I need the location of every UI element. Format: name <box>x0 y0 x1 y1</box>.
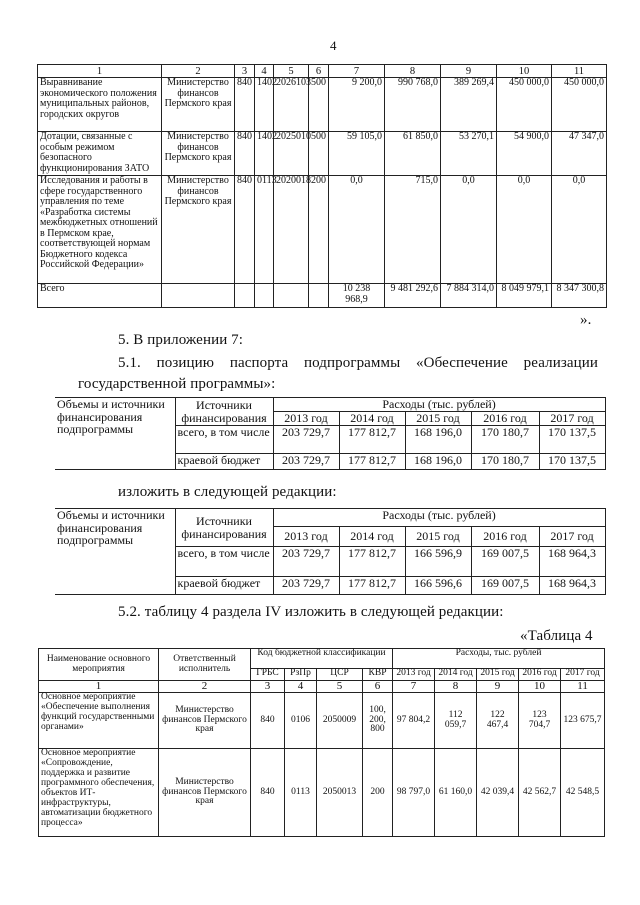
row-2016: 54 900,0 <box>497 132 552 176</box>
year-header: 2014 год <box>339 412 405 426</box>
total-2017: 8 347 300,8 <box>552 284 607 308</box>
row-2015: 53 270,1 <box>441 132 497 176</box>
col-num: 2 <box>162 65 235 78</box>
header-code: Код бюджетной классификации <box>251 649 393 669</box>
total-2016: 8 049 979,1 <box>497 284 552 308</box>
passport-label: Объемы и источники финансирования подпрограммы <box>55 398 175 470</box>
passport-label: Объемы и источники финансирования подпрограммы <box>55 509 175 595</box>
cell: 169 007,5 <box>471 547 539 577</box>
cell: 170 137,5 <box>539 426 605 454</box>
row-2015: 389 269,4 <box>441 78 497 132</box>
row-2017: 42 548,5 <box>561 749 605 837</box>
row-grbs: 840 <box>251 749 285 837</box>
year-header: 2014 год <box>435 669 477 681</box>
year-header: 2013 год <box>273 412 339 426</box>
row-2016: 123 704,7 <box>519 693 561 749</box>
table-4 <box>38 648 605 837</box>
table-row <box>39 693 605 749</box>
total-label: Всего <box>38 284 162 308</box>
year-header: 2016 год <box>519 669 561 681</box>
row-grbs: 840 <box>235 176 255 284</box>
code-header: РзПр <box>285 669 317 681</box>
row-2014: 61 160,0 <box>435 749 477 837</box>
table-row <box>39 749 605 837</box>
row-2015: 42 039,4 <box>477 749 519 837</box>
cell: 203 729,7 <box>273 454 339 470</box>
row-2016: 450 000,0 <box>497 78 552 132</box>
row-2013: 9 200,0 <box>329 78 385 132</box>
row-name: Основное мероприятие «Сопровождение, поддержка и развитие программного обеспечения, объектов ИТ-инфраструктуры, автоматизации бюджетного процесса» <box>39 749 159 837</box>
col-num: 5 <box>317 681 363 693</box>
row-kvr: 500 <box>309 132 329 176</box>
cell: 177 812,7 <box>339 454 405 470</box>
code-header: КВР <box>363 669 393 681</box>
col-num: 9 <box>477 681 519 693</box>
cell: 166 596,6 <box>405 577 471 595</box>
col-num: 10 <box>497 65 552 78</box>
year-header: 2015 год <box>405 412 471 426</box>
row-label: всего, в том числе <box>175 547 273 577</box>
passport-table-old <box>55 397 606 470</box>
row-kvr: 200 <box>363 749 393 837</box>
row-2016: 42 562,7 <box>519 749 561 837</box>
year-header: 2014 год <box>339 527 405 547</box>
total-2014: 9 481 292,6 <box>385 284 441 308</box>
row-2017: 450 000,0 <box>552 78 607 132</box>
col-num: 2 <box>159 681 251 693</box>
row-2013: 0,0 <box>329 176 385 284</box>
year-header: 2016 год <box>471 527 539 547</box>
row-2013: 97 804,2 <box>393 693 435 749</box>
expenses-header: Расходы (тыс. рублей) <box>273 398 605 412</box>
row-rzpr: 0113 <box>285 749 317 837</box>
row-2013: 98 797,0 <box>393 749 435 837</box>
cell: 170 180,7 <box>471 454 539 470</box>
row-csr: 2020018 <box>274 176 309 284</box>
paragraph-5-1: 5.1. позицию паспорта подпрограммы «Обеспечение реализации государственной программы»: <box>78 355 598 392</box>
total-2013: 10 238 968,9 <box>329 284 385 308</box>
row-rzpr: 0106 <box>285 693 317 749</box>
row-2016: 0,0 <box>497 176 552 284</box>
col-num: 6 <box>363 681 393 693</box>
row-2017: 47 347,0 <box>552 132 607 176</box>
row-label: краевой бюджет <box>175 577 273 595</box>
table-row <box>38 78 607 132</box>
row-2017: 123 675,7 <box>561 693 605 749</box>
year-header: 2017 год <box>539 527 605 547</box>
row-2013: 59 105,0 <box>329 132 385 176</box>
row-rzpr: 1402 <box>255 78 274 132</box>
row-executor: Министерство финансов Пермского края <box>159 749 251 837</box>
row-executor: Министерство финансов Пермского края <box>162 176 235 284</box>
cell: 168 964,3 <box>539 547 605 577</box>
paragraph-5-2: 5.2. таблицу 4 раздела IV изложить в следующей редакции: <box>118 604 504 620</box>
col-num: 11 <box>561 681 605 693</box>
cell: 168 964,3 <box>539 577 605 595</box>
row-grbs: 840 <box>251 693 285 749</box>
table-caption: «Таблица 4 <box>520 628 593 644</box>
row-2017: 0,0 <box>552 176 607 284</box>
page-number: 4 <box>330 38 337 53</box>
year-header: 2013 год <box>393 669 435 681</box>
col-num: 1 <box>39 681 159 693</box>
col-num: 3 <box>235 65 255 78</box>
col-num: 10 <box>519 681 561 693</box>
col-num: 6 <box>309 65 329 78</box>
table-row <box>38 176 607 284</box>
row-grbs: 840 <box>235 78 255 132</box>
row-kvr: 200 <box>309 176 329 284</box>
table-row <box>38 132 607 176</box>
row-rzpr: 0113 <box>255 176 274 284</box>
col-num: 3 <box>251 681 285 693</box>
row-2014: 990 768,0 <box>385 78 441 132</box>
table-total-row <box>38 284 607 308</box>
sources-header: Источники финансирования <box>175 509 273 547</box>
cell: 169 007,5 <box>471 577 539 595</box>
year-header: 2016 год <box>471 412 539 426</box>
col-num: 1 <box>38 65 162 78</box>
passport-table-new <box>55 508 606 595</box>
cell: 177 812,7 <box>339 577 405 595</box>
row-executor: Министерство финансов Пермского края <box>162 78 235 132</box>
row-label: всего, в том числе <box>175 426 273 454</box>
paragraph-replace: изложить в следующей редакции: <box>118 484 337 500</box>
row-csr: 2050013 <box>317 749 363 837</box>
cell: 166 596,9 <box>405 547 471 577</box>
row-label: краевой бюджет <box>175 454 273 470</box>
cell: 177 812,7 <box>339 426 405 454</box>
row-kvr: 500 <box>309 78 329 132</box>
col-num: 9 <box>441 65 497 78</box>
col-num: 4 <box>285 681 317 693</box>
row-executor: Министерство финансов Пермского края <box>162 132 235 176</box>
row-csr: 2026103 <box>274 78 309 132</box>
year-header: 2017 год <box>561 669 605 681</box>
cell: 177 812,7 <box>339 547 405 577</box>
cell: 203 729,7 <box>273 426 339 454</box>
row-2015: 122 467,4 <box>477 693 519 749</box>
year-header: 2013 год <box>273 527 339 547</box>
row-name: Исследования и работы в сфере государственного управления по теме «Разработка системы межбюджетных отношений в Пермском крае, соответствующей нормам Бюджетного кодекса Российской Федерации» <box>38 176 162 284</box>
col-num: 8 <box>435 681 477 693</box>
col-num: 7 <box>329 65 385 78</box>
paragraph-5: 5. В приложении 7: <box>118 332 244 348</box>
row-2014: 112 059,7 <box>435 693 477 749</box>
cell: 170 137,5 <box>539 454 605 470</box>
row-2014: 715,0 <box>385 176 441 284</box>
cell: 168 196,0 <box>405 454 471 470</box>
year-header: 2015 год <box>477 669 519 681</box>
row-2015: 0,0 <box>441 176 497 284</box>
budget-table-continued <box>37 64 607 308</box>
expenses-header: Расходы (тыс. рублей) <box>273 509 605 527</box>
total-2015: 7 884 314,0 <box>441 284 497 308</box>
col-num: 5 <box>274 65 309 78</box>
header-executor: Ответственный исполнитель <box>159 649 251 681</box>
row-name: Выравнивание экономического положения муниципальных районов, городских округов <box>38 78 162 132</box>
row-2014: 61 850,0 <box>385 132 441 176</box>
code-header: ГРБС <box>251 669 285 681</box>
row-csr: 2050009 <box>317 693 363 749</box>
row-kvr: 100, 200, 800 <box>363 693 393 749</box>
header-name: Наименование основного мероприятия <box>39 649 159 681</box>
row-csr: 2025010 <box>274 132 309 176</box>
col-num: 4 <box>255 65 274 78</box>
row-name: Основное мероприятие «Обеспечение выполнения функций государственными органами» <box>39 693 159 749</box>
col-num: 7 <box>393 681 435 693</box>
row-rzpr: 1402 <box>255 132 274 176</box>
code-header: ЦСР <box>317 669 363 681</box>
closing-quote: ». <box>580 312 592 328</box>
header-expenses: Расходы, тыс. рублей <box>393 649 605 669</box>
sources-header: Источники финансирования <box>175 398 273 426</box>
cell: 168 196,0 <box>405 426 471 454</box>
row-name: Дотации, связанные с особым режимом безопасного функционирования ЗАТО <box>38 132 162 176</box>
cell: 203 729,7 <box>273 577 339 595</box>
row-grbs: 840 <box>235 132 255 176</box>
year-header: 2015 год <box>405 527 471 547</box>
cell: 203 729,7 <box>273 547 339 577</box>
row-executor: Министерство финансов Пермского края <box>159 693 251 749</box>
col-num: 8 <box>385 65 441 78</box>
year-header: 2017 год <box>539 412 605 426</box>
cell: 170 180,7 <box>471 426 539 454</box>
col-num: 11 <box>552 65 607 78</box>
